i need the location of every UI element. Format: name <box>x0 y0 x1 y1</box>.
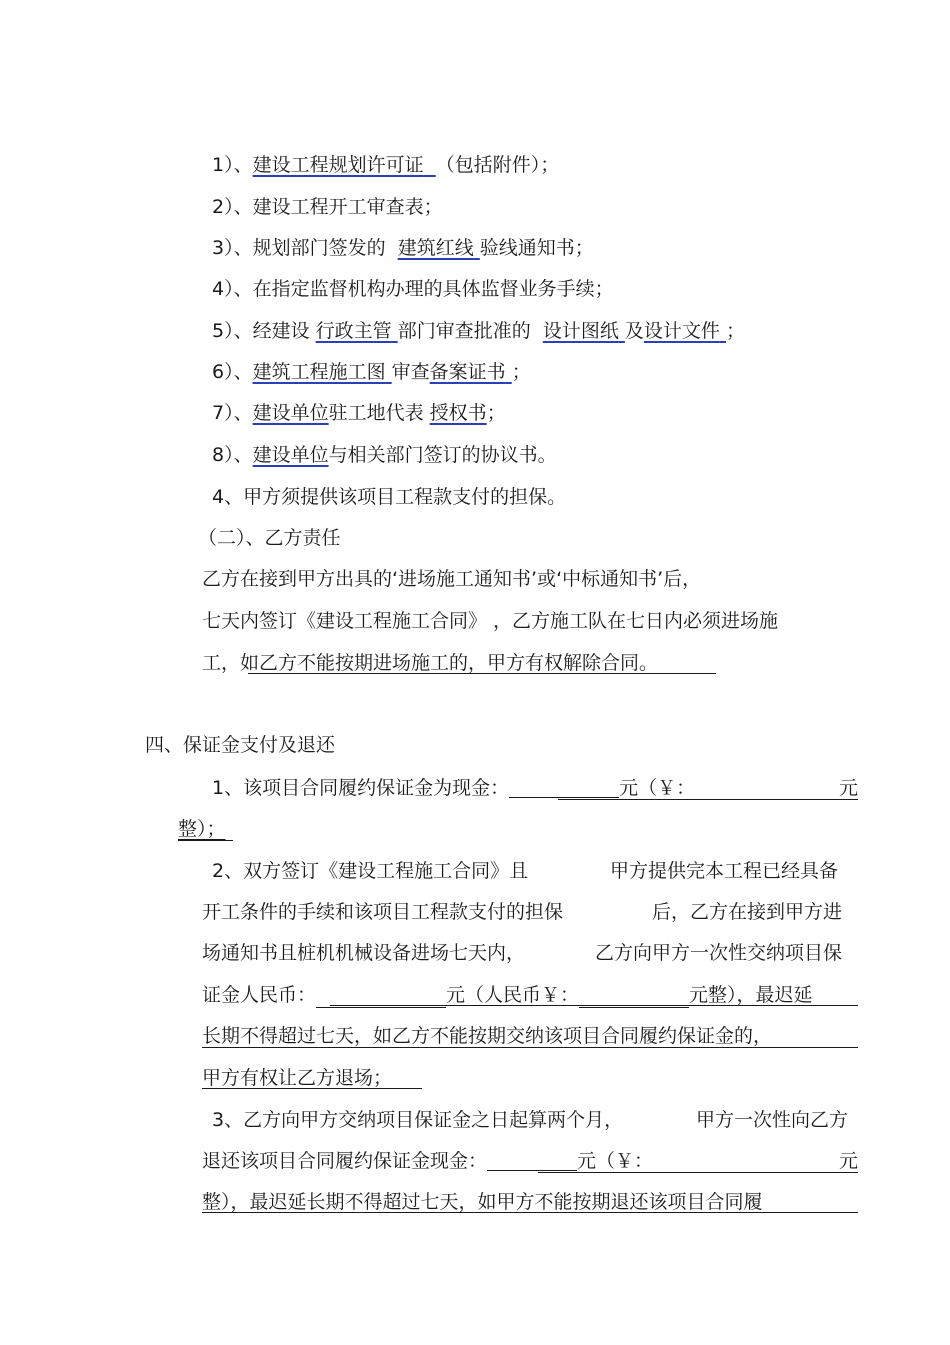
deposit-payment-line-5 <box>202 1023 772 1049</box>
underline-rule <box>202 1047 858 1048</box>
item-text: 部门审查批准的 <box>397 320 531 342</box>
paragraph-text: 长期不得超过七天，如乙方不能按期交纳该项目合同履约保证金的， <box>202 1025 773 1047</box>
item-text: （包括附件）； <box>435 154 560 176</box>
deposit-amount-line-2 <box>178 816 226 842</box>
underline-rule <box>538 1172 858 1173</box>
requirement-item-6 <box>212 359 531 385</box>
paragraph-text: 整），最迟延长期不得超过七天，如甲方不能按期退还该项目合同履 <box>202 1191 763 1213</box>
item-text: 与相关部门签订的协议书。 <box>328 444 557 466</box>
item-text: 5）、经建设 <box>212 320 310 342</box>
design-drawings-link[interactable]: 设计图纸 <box>542 320 619 342</box>
party-b-paragraph-line-1: 乙方在接到甲方出具的‘进场施工通知书’或‘中标通知书’后， <box>202 568 702 590</box>
currency-text: 元（￥： <box>577 1150 654 1172</box>
refund-amount-blank[interactable] <box>487 1148 577 1171</box>
paragraph-text: 乙方向甲方一次性交纳项目保 <box>594 942 842 964</box>
authorization-letter-link[interactable]: 授权书 <box>429 402 487 424</box>
paragraph-text: 场通知书且桩机机械设备进场七天内， <box>202 942 526 964</box>
deposit-payment-line-3 <box>202 940 842 966</box>
item-text: 驻工地代表 <box>328 402 424 424</box>
item-text: 3）、规划部门签发的 <box>212 237 386 259</box>
paragraph-text: 甲方提供完本工程已经具备 <box>609 860 838 882</box>
paragraph-text: 后，乙方在接到甲方进 <box>651 901 842 923</box>
deposit-payment-line-1 <box>212 858 838 884</box>
deposit-amount-line <box>212 775 858 801</box>
paragraph-text: 开工条件的手续和该项目工程款支付的担保 <box>202 901 564 923</box>
item-number: 1）、 <box>212 154 253 176</box>
spacer <box>695 775 839 801</box>
link-underline-tail <box>424 154 436 176</box>
item-text: 及 <box>624 320 644 342</box>
deposit-refund-line-2 <box>202 1148 858 1174</box>
deposit-amount-blank[interactable] <box>509 775 619 798</box>
item-text: 审查 <box>391 361 430 383</box>
paragraph-text: 2、双方签订《建设工程施工合同》且 <box>212 860 529 882</box>
design-documents-link[interactable]: 设计文件 <box>643 320 720 342</box>
paragraph-text: 1、该项目合同履约保证金为现金： <box>212 777 510 799</box>
paragraph-text: 退还该项目合同履约保证金现金： <box>202 1150 488 1172</box>
construction-unit-link[interactable]: 建设单位 <box>252 444 329 466</box>
section-heading-party-b: （二）、乙方责任 <box>198 527 341 549</box>
red-line-link[interactable]: 建筑红线 <box>397 237 474 259</box>
item-text: 验线通知书； <box>479 237 594 259</box>
item-text: ； <box>486 402 506 424</box>
underline-rule <box>330 1005 858 1006</box>
paragraph-text: 工，如 <box>202 652 260 674</box>
requirement-item-8 <box>212 442 557 468</box>
admin-authority-link[interactable]: 行政主管 <box>315 320 392 342</box>
deposit-refund-line-1 <box>212 1107 848 1133</box>
requirement-item-5 <box>212 318 745 344</box>
currency-text: 元（人民币￥： <box>446 984 580 1006</box>
currency-text: 元 <box>838 777 858 799</box>
item-text: ； <box>511 361 531 383</box>
construction-unit-link[interactable]: 建设单位 <box>252 402 329 424</box>
requirement-item-2: 2）、建设工程开工审查表； <box>212 196 443 218</box>
currency-text: 元（￥： <box>619 777 696 799</box>
party-b-paragraph-line-2: 七天内签订《建设工程施工合同》 ，乙方施工队在七日内必须进场施 <box>202 610 779 632</box>
item-number: 7）、 <box>212 402 253 424</box>
item-number: 6）、 <box>212 361 253 383</box>
underline-rule <box>202 1212 858 1213</box>
paragraph-text: 3、乙方向甲方交纳项目保证金之日起算两个月， <box>212 1109 624 1131</box>
section-heading-deposit: 四、保证金支付及退还 <box>145 734 336 756</box>
requirement-item-1 <box>212 152 559 178</box>
underline-rule <box>248 673 716 674</box>
underline-rule <box>202 1088 422 1089</box>
underlined-text: 整）； <box>178 818 226 840</box>
item-text: ； <box>725 320 745 342</box>
filing-certificate-link[interactable]: 备案证书 <box>429 361 506 383</box>
requirement-item-4: 4）、在指定监督机构办理的具体监督业务手续； <box>212 278 614 300</box>
item-number: 8）、 <box>212 444 253 466</box>
underlined-clause: 乙方不能按期进场施工的，甲方有权解除合同。 <box>259 652 659 674</box>
deposit-payment-line-2 <box>202 899 842 925</box>
spacer <box>653 1148 839 1174</box>
underline-rule <box>178 840 233 841</box>
underline-rule <box>558 799 858 800</box>
requirement-item-3 <box>212 235 594 261</box>
currency-text: 元整），最迟延 <box>689 984 813 1006</box>
requirement-item-7 <box>212 400 506 426</box>
planning-permit-link[interactable]: 建设工程规划许可证 <box>252 154 424 176</box>
paragraph-text: 甲方一次性向乙方 <box>695 1109 848 1131</box>
paragraph-text: 甲方有权让乙方退场； <box>202 1067 393 1089</box>
currency-text: 元 <box>838 1150 858 1172</box>
paragraph-text: 证金人民币： <box>202 984 317 1006</box>
guarantee-clause: 4、甲方须提供该项目工程款支付的担保。 <box>212 486 567 508</box>
construction-drawings-link[interactable]: 建筑工程施工图 <box>252 361 386 383</box>
